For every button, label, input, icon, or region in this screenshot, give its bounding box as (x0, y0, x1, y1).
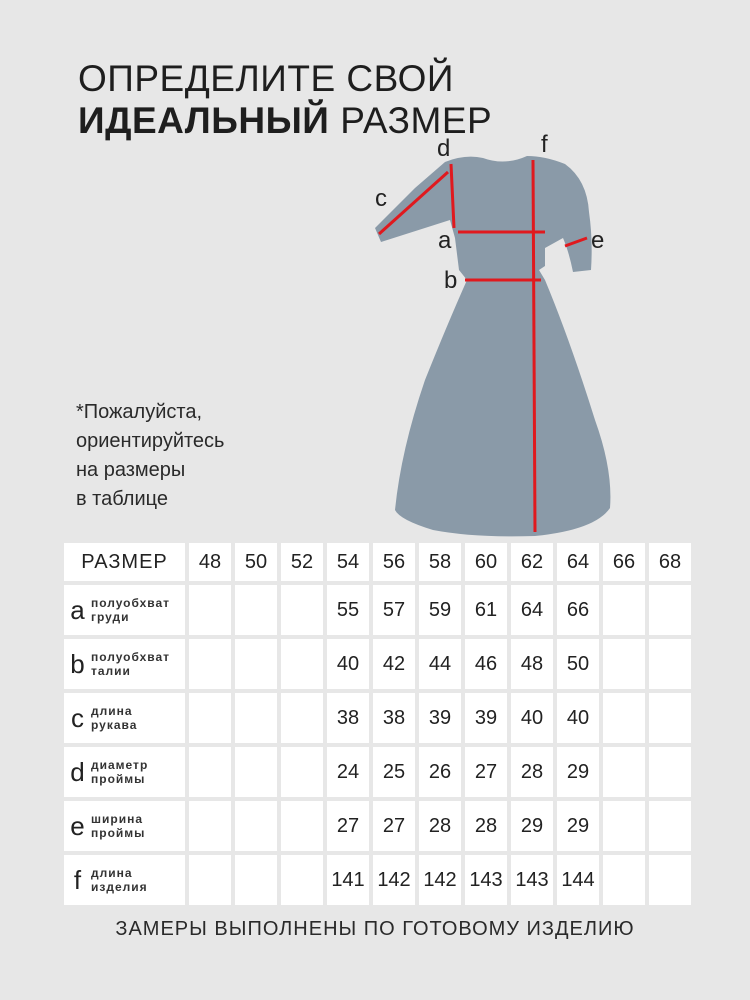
measure-label-c: c (375, 185, 387, 212)
size-value-cell (281, 693, 323, 743)
measure-description (91, 596, 170, 624)
size-value-cell: 55 (327, 585, 369, 635)
measure-description-line: длина (91, 866, 133, 880)
size-value-cell: 28 (419, 801, 461, 851)
table-row (64, 855, 691, 905)
measure-description-line: груди (91, 610, 130, 624)
size-header-row (64, 543, 691, 581)
size-value-cell: 29 (557, 801, 599, 851)
size-value-cell: 143 (511, 855, 553, 905)
size-value-cell: 57 (373, 585, 415, 635)
table-row (64, 747, 691, 797)
dress-diagram (355, 120, 615, 540)
size-value-cell (189, 855, 231, 905)
size-value-cell (603, 585, 645, 635)
title-rest-word: РАЗМЕР (340, 100, 493, 141)
size-value-cell (189, 693, 231, 743)
size-value-cell (281, 801, 323, 851)
note-line: *Пожалуйста, (76, 401, 203, 423)
measure-description-line: диаметр (91, 758, 149, 772)
size-value-cell: 40 (511, 693, 553, 743)
measure-letter: d (70, 756, 86, 787)
size-value-cell (649, 855, 691, 905)
table-row (64, 585, 691, 635)
measure-name-cell (64, 747, 185, 797)
size-value-cell: 27 (373, 801, 415, 851)
measure-name-cell (64, 585, 185, 635)
measure-label-d: d (437, 135, 451, 162)
size-value-cell: 38 (327, 693, 369, 743)
size-value-cell: 143 (465, 855, 507, 905)
size-value-cell: 144 (557, 855, 599, 905)
size-value-cell (649, 747, 691, 797)
size-value-cell (235, 801, 277, 851)
size-header-cell: 50 (235, 543, 277, 581)
size-value-cell: 64 (511, 585, 553, 635)
size-value-cell (649, 693, 691, 743)
measure-description (91, 758, 148, 786)
size-value-cell (235, 855, 277, 905)
measure-description (91, 812, 145, 840)
size-header-label: РАЗМЕР (64, 543, 185, 581)
measure-letter: f (73, 864, 83, 895)
measure-description-line: талии (91, 664, 131, 678)
size-value-cell (603, 693, 645, 743)
size-value-cell (603, 747, 645, 797)
measure-label-a: a (438, 227, 452, 254)
measure-description (91, 650, 170, 678)
size-header-cell: 68 (649, 543, 691, 581)
measure-description-line: рукава (91, 718, 138, 732)
measure-description-line: ширина (91, 812, 144, 826)
size-value-cell: 48 (511, 639, 553, 689)
measure-description-line: проймы (91, 826, 146, 840)
size-value-cell: 59 (419, 585, 461, 635)
size-value-cell: 42 (373, 639, 415, 689)
size-table (64, 543, 691, 909)
size-value-cell: 29 (557, 747, 599, 797)
size-value-cell (649, 639, 691, 689)
size-value-cell (281, 639, 323, 689)
measure-description-line: полуобхват (91, 596, 171, 610)
size-value-cell: 28 (511, 747, 553, 797)
size-value-cell (235, 693, 277, 743)
measure-description (91, 866, 148, 894)
size-value-cell (281, 747, 323, 797)
table-row (64, 639, 691, 689)
measure-description-line: длина (91, 704, 133, 718)
size-header-cell: 56 (373, 543, 415, 581)
size-header-cell: 64 (557, 543, 599, 581)
size-value-cell: 39 (419, 693, 461, 743)
size-header-cell: 52 (281, 543, 323, 581)
note-line: в таблице (76, 488, 168, 510)
size-header-cell: 54 (327, 543, 369, 581)
size-value-cell (189, 747, 231, 797)
size-value-cell: 27 (465, 747, 507, 797)
table-row (64, 801, 691, 851)
size-value-cell (603, 855, 645, 905)
size-value-cell: 40 (557, 693, 599, 743)
size-header-cell: 66 (603, 543, 645, 581)
measure-letter: e (70, 810, 86, 841)
size-value-cell: 40 (327, 639, 369, 689)
size-value-cell (649, 801, 691, 851)
title-bold-word: ИДЕАЛЬНЫЙ (78, 100, 330, 141)
size-header-cell: 48 (189, 543, 231, 581)
size-value-cell (189, 585, 231, 635)
measure-label-b: b (444, 267, 458, 294)
size-value-cell: 25 (373, 747, 415, 797)
measure-description-line: полуобхват (91, 650, 171, 664)
size-value-cell: 142 (373, 855, 415, 905)
note-line: на размеры (76, 459, 186, 481)
size-value-cell: 50 (557, 639, 599, 689)
size-value-cell: 24 (327, 747, 369, 797)
size-value-cell: 44 (419, 639, 461, 689)
measure-description-line: изделия (91, 880, 148, 894)
measure-name-cell (64, 639, 185, 689)
size-value-cell (281, 585, 323, 635)
measure-name-cell (64, 855, 185, 905)
measure-description-line: проймы (91, 772, 146, 786)
footer-note: ЗАМЕРЫ ВЫПОЛНЕНЫ ПО ГОТОВОМУ ИЗДЕЛИЮ (115, 918, 635, 940)
size-value-cell: 38 (373, 693, 415, 743)
measure-letter: b (70, 648, 86, 679)
size-header-cell: 62 (511, 543, 553, 581)
measure-letter: a (70, 594, 86, 625)
size-header-cell: 60 (465, 543, 507, 581)
size-value-cell: 46 (465, 639, 507, 689)
size-value-cell (649, 585, 691, 635)
size-value-cell (235, 747, 277, 797)
size-value-cell: 142 (419, 855, 461, 905)
size-note (76, 398, 224, 514)
measure-letter: c (71, 702, 85, 733)
size-value-cell: 29 (511, 801, 553, 851)
table-row (64, 693, 691, 743)
measure-line-f (533, 160, 535, 532)
size-value-cell: 26 (419, 747, 461, 797)
dress-silhouette (375, 156, 610, 536)
size-value-cell (235, 585, 277, 635)
size-value-cell (189, 801, 231, 851)
size-table-body (64, 585, 691, 905)
note-line: ориентируйтесь (76, 430, 225, 452)
size-value-cell (281, 855, 323, 905)
measure-name-cell (64, 693, 185, 743)
measure-name-cell (64, 801, 185, 851)
size-value-cell: 39 (465, 693, 507, 743)
size-value-cell: 141 (327, 855, 369, 905)
size-value-cell (235, 639, 277, 689)
measure-label-e: e (591, 227, 605, 254)
size-value-cell: 66 (557, 585, 599, 635)
size-value-cell: 28 (465, 801, 507, 851)
size-value-cell (603, 639, 645, 689)
size-value-cell: 61 (465, 585, 507, 635)
size-value-cell (189, 639, 231, 689)
size-value-cell (603, 801, 645, 851)
measure-description (91, 704, 137, 732)
title-line-1: ОПРЕДЕЛИТЕ СВОЙ (78, 58, 454, 99)
size-header-cell: 58 (419, 543, 461, 581)
size-value-cell: 27 (327, 801, 369, 851)
measure-label-f: f (541, 131, 548, 158)
